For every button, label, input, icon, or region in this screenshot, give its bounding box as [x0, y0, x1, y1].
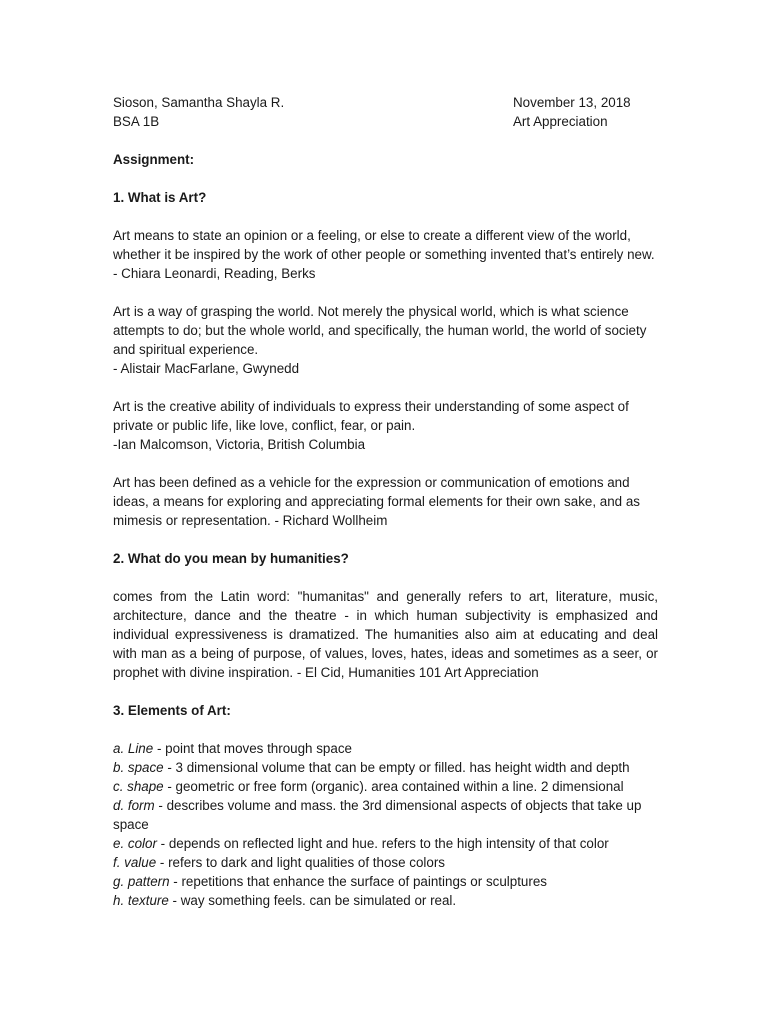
- q1-answer-3: Art is the creative ability of individuals to express their understanding of some aspect of private or public life, like love, conflict, fear, or pain.: [113, 399, 629, 433]
- list-item: g. pattern - repetitions that enhance the surface of paintings or sculptures: [113, 874, 547, 889]
- list-item: h. texture - way something feels. can be simulated or real.: [113, 893, 457, 908]
- assignment-label: Assignment:: [113, 152, 195, 167]
- list-item: e. color - depends on reflected light and hue. refers to the high intensity of that color: [113, 836, 609, 851]
- list-item: f. value - refers to dark and light qualities of those colors: [113, 855, 445, 870]
- q1-answer-3-author: -Ian Malcomson, Victoria, British Columbia: [113, 437, 366, 452]
- list-item: d. form - describes volume and mass. the 3rd dimensional aspects of objects that take up space: [113, 798, 642, 832]
- document-body: [113, 150, 658, 910]
- student-name: Sioson, Samantha Shayla R.: [113, 95, 285, 110]
- list-item: c. shape - geometric or free form (organic). area contained within a line. 2 dimensional: [113, 779, 624, 794]
- list-item: b. space - 3 dimensional volume that can be empty or filled. has height width and depth: [113, 760, 630, 775]
- student-section: BSA 1B: [113, 114, 160, 129]
- q1-answer-4: Art has been defined as a vehicle for the expression or communication of emotions and ideas, a means for exploring and appreciating formal elements for their own sake, and as mimesis or representation. - Richard Wollheim: [113, 475, 640, 528]
- q1-answer-2-author: - Alistair MacFarlane, Gwynedd: [113, 361, 300, 376]
- q1-answer-2: Art is a way of grasping the world. Not merely the physical world, which is what science attempts to do; but the whole world, and specifically, the human world, the world of society and spiritual experience.: [113, 304, 647, 357]
- course-name: Art Appreciation: [513, 114, 608, 129]
- list-item: a. Line - point that moves through space: [113, 741, 352, 756]
- q1-answer-1: Art means to state an opinion or a feeling, or else to create a different view of the world, whether it be inspired by the work of other people or something invented that’s entirely new. - Chiara Leonardi, Reading, Berks: [113, 228, 655, 281]
- question-2-title: 2. What do you mean by humanities?: [113, 551, 349, 566]
- elements-list: [113, 739, 658, 910]
- document-header: [113, 93, 673, 131]
- document-date: November 13, 2018: [513, 95, 631, 110]
- question-3-title: 3. Elements of Art:: [113, 703, 231, 718]
- q2-answer: comes from the Latin word: "humanitas" and generally refers to art, literature, music, architecture, dance and the theatre - in which human subjectivity is emphasized and individual expressiveness is dramatized. The humanities also aim at educating and deal with man as a being of purpose, of values, loves, hates, ideas and sometimes as a seer, or prophet with divine inspiration. - El Cid, Humanities 101 Art Appreciation: [113, 589, 658, 680]
- question-1-title: 1. What is Art?: [113, 190, 207, 205]
